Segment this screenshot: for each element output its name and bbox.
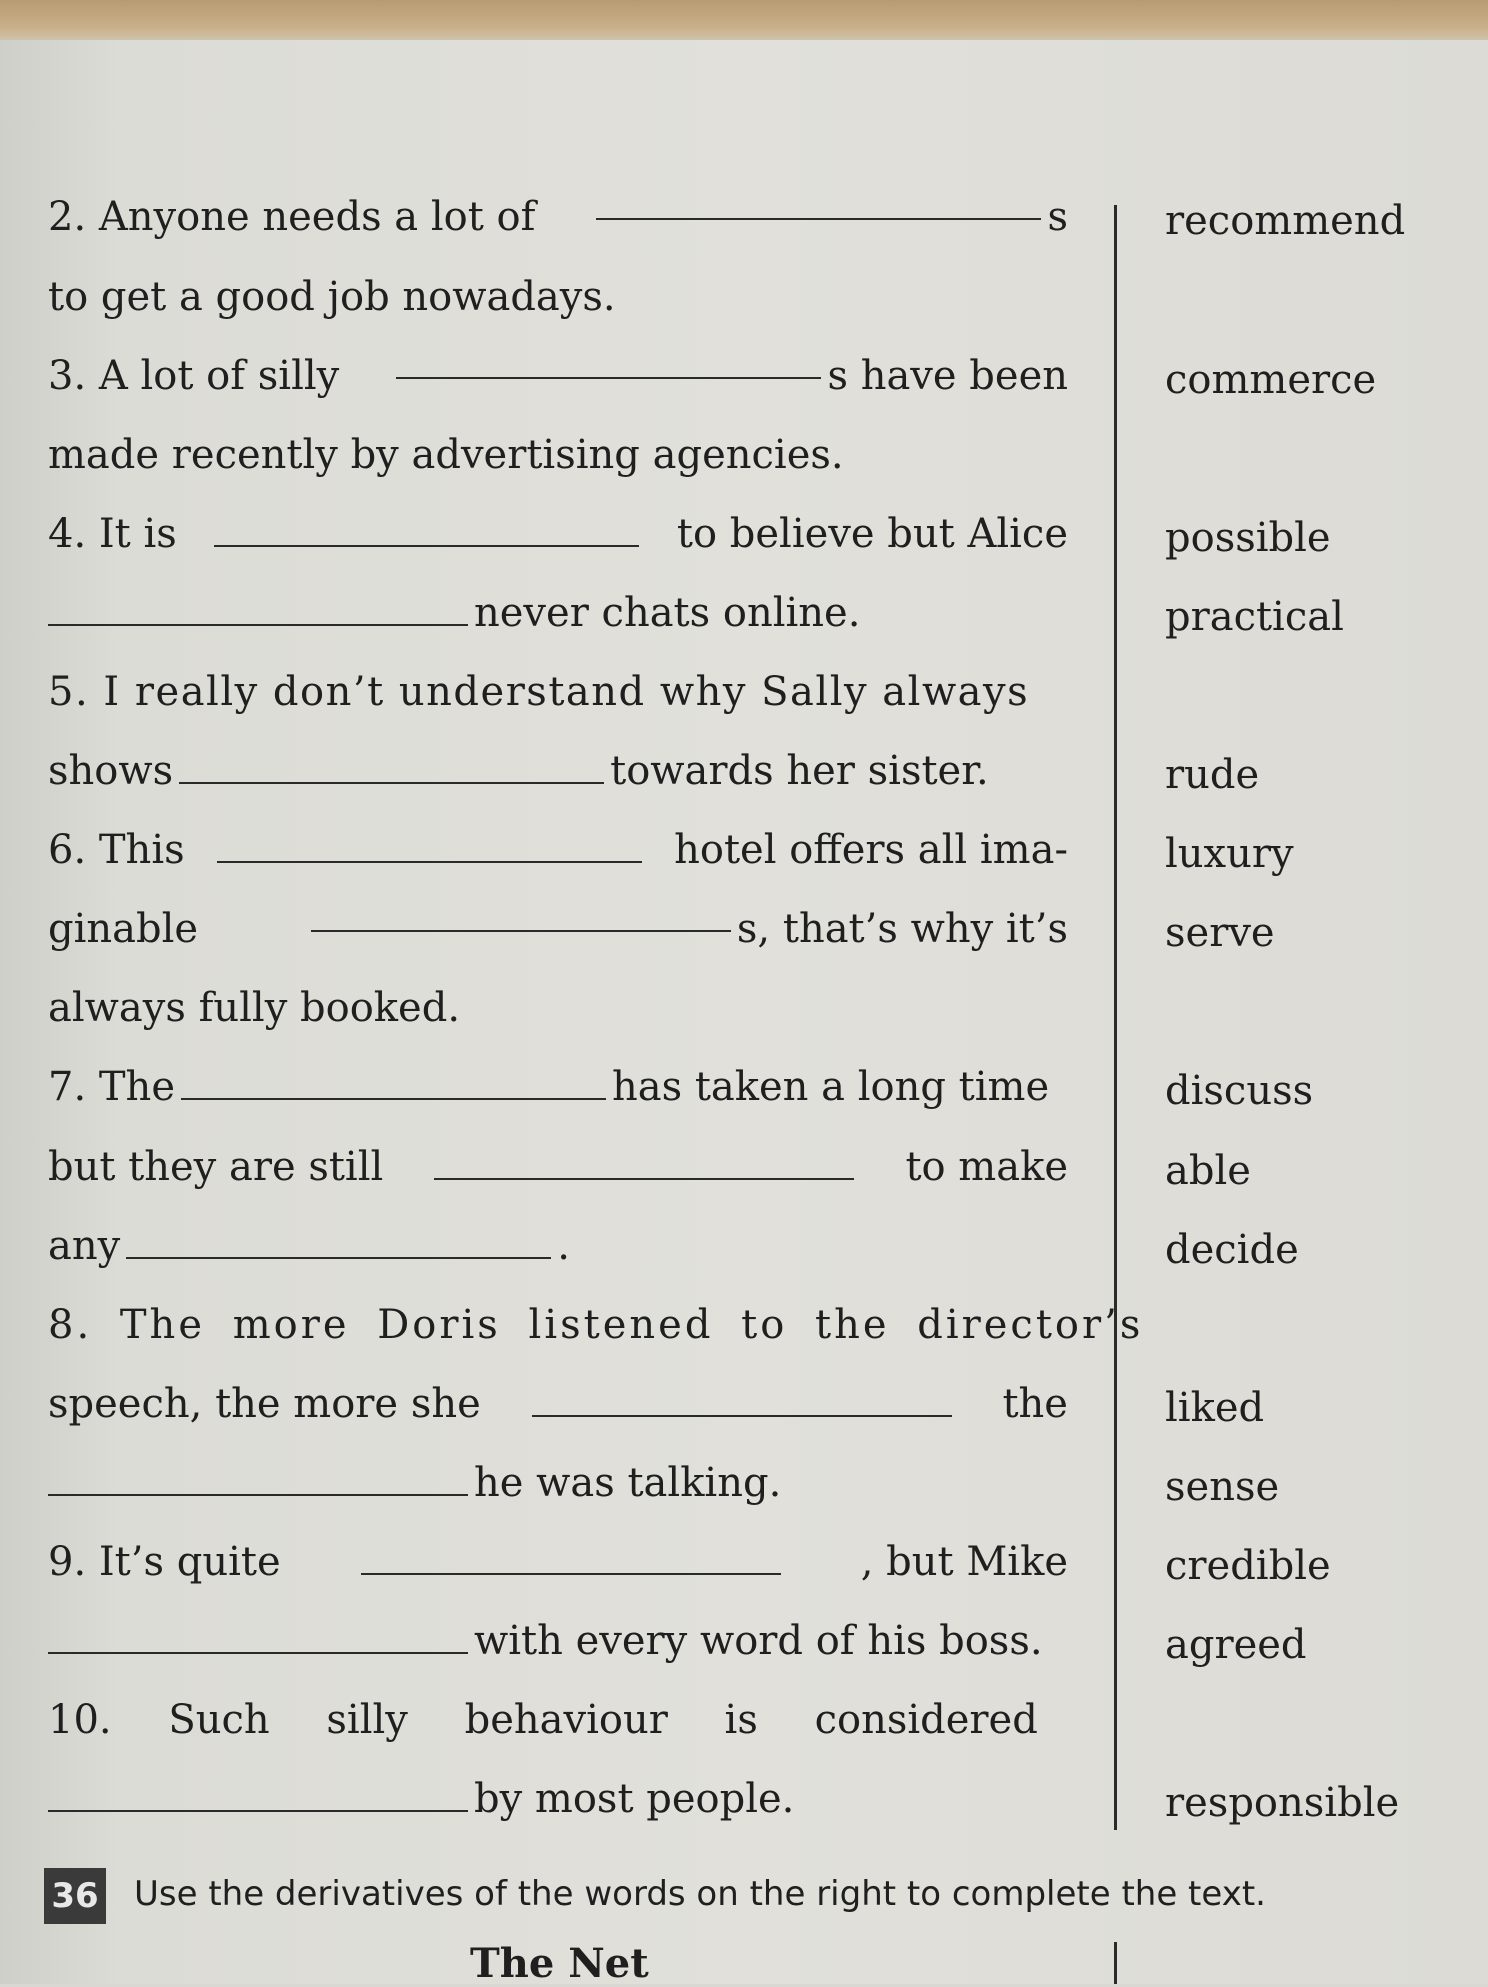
sentence-line: speech, the more she the bbox=[48, 1381, 1068, 1427]
sentence-line: never chats online. bbox=[48, 576, 1068, 636]
exercise-instruction: Use the derivatives of the words on the right to complete the text. bbox=[134, 1874, 1266, 1914]
sentence-line: shows towards her sister. bbox=[48, 748, 989, 794]
word-bank-item: serve bbox=[1165, 910, 1275, 956]
word-bank-item: liked bbox=[1165, 1385, 1265, 1431]
sentence-line: 6. This hotel offers all ima- bbox=[48, 827, 1068, 873]
sentence-line: he was talking. bbox=[48, 1446, 1068, 1506]
sentence-line: to get a good job nowadays. bbox=[48, 274, 616, 320]
answer-blank[interactable] bbox=[214, 545, 639, 547]
sentence-line: 3. A lot of silly s have been bbox=[48, 353, 1068, 399]
word-bank-item: credible bbox=[1165, 1543, 1331, 1589]
sentence-line: 8. The more Doris listened to the director’s bbox=[48, 1302, 1144, 1348]
answer-blank[interactable] bbox=[396, 377, 821, 379]
answer-blank[interactable] bbox=[48, 1652, 468, 1654]
answer-blank[interactable] bbox=[596, 218, 1041, 220]
word-bank-item: agreed bbox=[1165, 1622, 1307, 1668]
answer-blank[interactable] bbox=[311, 930, 731, 932]
word-bank-item: decide bbox=[1165, 1227, 1299, 1273]
sentence-line: 5. I really don’t understand why Sally always bbox=[48, 669, 1030, 715]
word-bank-item: rude bbox=[1165, 752, 1260, 798]
answer-blank[interactable] bbox=[532, 1415, 952, 1417]
sentence-line: made recently by advertising agencies. bbox=[48, 432, 844, 478]
word-bank-item: possible bbox=[1165, 515, 1331, 561]
sentence-line: by most people. bbox=[48, 1762, 1068, 1822]
column-divider-lower bbox=[1114, 1942, 1117, 1984]
sentence-line: but they are still to make bbox=[48, 1144, 1068, 1190]
answer-blank[interactable] bbox=[361, 1573, 781, 1575]
sentence-line: 4. It is to believe but Alice bbox=[48, 511, 1068, 557]
word-bank-item: recommend bbox=[1165, 198, 1406, 244]
answer-blank[interactable] bbox=[48, 624, 468, 626]
answer-blank[interactable] bbox=[126, 1257, 551, 1259]
word-bank-item: discuss bbox=[1165, 1068, 1314, 1114]
sentence-line: 10. Such silly behaviour is considered bbox=[48, 1697, 1038, 1743]
exercise-number: 36 bbox=[44, 1868, 106, 1924]
answer-blank[interactable] bbox=[179, 782, 604, 784]
word-bank-item: luxury bbox=[1165, 831, 1294, 877]
sentence-line: ginable s, that’s why it’s bbox=[48, 906, 1068, 952]
column-divider bbox=[1114, 205, 1117, 1830]
answer-blank[interactable] bbox=[48, 1494, 468, 1496]
answer-blank[interactable] bbox=[217, 861, 642, 863]
sentence-line: with every word of his boss. bbox=[48, 1604, 1068, 1664]
sentence-line: any . bbox=[48, 1223, 570, 1269]
word-bank-item: able bbox=[1165, 1148, 1251, 1194]
word-bank-item: sense bbox=[1165, 1464, 1280, 1510]
sentence-line: always fully booked. bbox=[48, 985, 461, 1031]
word-bank-item: practical bbox=[1165, 594, 1344, 640]
text-title: The Net bbox=[470, 1940, 649, 1987]
word-bank-item: responsible bbox=[1165, 1780, 1400, 1826]
answer-blank[interactable] bbox=[181, 1098, 606, 1100]
sentence-line: 7. The has taken a long time bbox=[48, 1064, 1050, 1110]
word-bank-item: commerce bbox=[1165, 357, 1377, 403]
sentence-line: 2. Anyone needs a lot of s bbox=[48, 194, 1068, 240]
sentence-line: 9. It’s quite , but Mike bbox=[48, 1539, 1068, 1585]
answer-blank[interactable] bbox=[434, 1178, 854, 1180]
answer-blank[interactable] bbox=[48, 1810, 468, 1812]
